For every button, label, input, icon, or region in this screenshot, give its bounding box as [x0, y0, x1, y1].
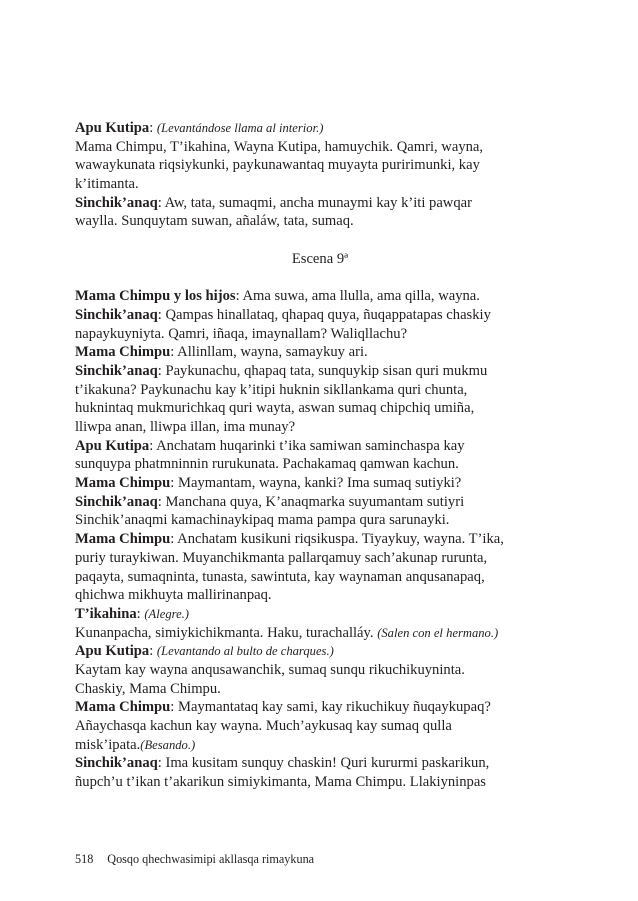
text-line [75, 325, 565, 344]
stage-direction: (Salen con el hermano.) [377, 625, 499, 640]
text-line [75, 680, 565, 699]
stage-direction: (Besando.) [140, 737, 196, 752]
text-line [75, 156, 565, 175]
speaker-name: Mama Chimpu [75, 344, 171, 361]
text-line [75, 568, 565, 587]
text-line [75, 493, 565, 512]
dialogue-text: k’itimanta. [75, 176, 139, 193]
running-title: Qosqo qhechwasimipi akllasqa rimaykuna [107, 852, 315, 866]
text-line [75, 474, 565, 493]
speaker-name: Apu Kutipa [75, 437, 150, 454]
speaker-name: Mama Chimpu [75, 699, 171, 716]
page-footer [75, 852, 314, 867]
dialogue-text: Kaytam kay wayna anqusawanchik, sumaq sunqu rikuchikuyninta. [75, 661, 465, 678]
stage-direction: (Levantándose llama al interior.) [156, 121, 324, 135]
speaker-name: Sinchik’anaq [75, 194, 158, 211]
text-line [75, 343, 565, 362]
text-line [75, 306, 565, 325]
dialogue-text: huknintaq mukmurichkaq quri wayta, aswan sumaq chipchiq umiña, [75, 400, 475, 417]
text-line [75, 362, 565, 381]
dialogue-text: : Allinllam, wayna, samaykuy ari. [170, 344, 368, 361]
dialogue-text: : [149, 643, 157, 660]
text-line [75, 175, 565, 194]
text-line [75, 624, 565, 643]
text-line [75, 586, 565, 605]
text-line [75, 119, 565, 138]
text-line [75, 773, 565, 792]
text-line [75, 287, 565, 306]
dialogue-text: ñupch’u t’ikan t’akarikun simiykimanta, Mama Chimpu. Llakiyninpas [75, 774, 486, 791]
speaker-name: Apu Kutipa [75, 120, 150, 136]
dialogue-text: wawaykunata riqsiykunki, paykunawantaq muyayta puririmunki, kay [75, 157, 480, 174]
dialogue-text: Añaychasqa kachun kay wayna. Much’aykusaq kay sumaq qulla [75, 718, 452, 734]
speaker-name: T’ikahina [75, 605, 137, 622]
text-line [75, 549, 565, 568]
text-line [75, 605, 565, 624]
text-line [75, 381, 565, 400]
speaker-name: Sinchik’anaq [75, 306, 158, 323]
dialogue-text: Kunanpacha, simiykichikmanta. Haku, turachalláy. [75, 624, 378, 641]
text-line [75, 698, 565, 717]
dialogue-text: : Qampas hinallataq, qhapaq quya, ñuqappatapas chaskiy [157, 306, 491, 323]
speaker-name: Mama Chimpu y los hijos [75, 288, 236, 305]
text-line [75, 138, 565, 157]
dialogue-text: waylla. Sunquytam suwan, añaláw, tata, sumaq. [75, 213, 354, 230]
text-line [75, 717, 565, 736]
dialogue-text: lliwpa anan, lliwpa illan, ima munay? [75, 419, 296, 435]
speaker-name: Sinchik’anaq [75, 362, 158, 379]
dialogue-text: : Anchatam huqarinki t’ika samiwan saminchaspa kay [149, 437, 465, 454]
blank-line [75, 269, 565, 288]
text-line [75, 511, 565, 530]
scene-heading: Escena 9ª [291, 250, 349, 267]
text-line [75, 455, 565, 474]
dialogue-text: Mama Chimpu, T’ikahina, Wayna Kutipa, hamuychik. Qamri, wayna, [75, 138, 484, 155]
speaker-name: Mama Chimpu [75, 475, 171, 492]
dialogue-text: : Ima kusitam sunquy chaskin! Quri kururmi paskarikun, [157, 755, 490, 772]
dialogue-text: puriy turaykiwan. Muyanchikmanta pallarqamuy sach’akunap rurunta, [75, 549, 488, 566]
text-body [75, 119, 565, 792]
text-line [75, 437, 565, 456]
page-number: 518 [75, 852, 94, 866]
speaker-name: Sinchik’anaq [75, 493, 158, 510]
dialogue-text: : Anchatam kusikuni riqsikuspa. Tiyaykuy, wayna. T’ika, [170, 531, 504, 548]
dialogue-text: : Ama suwa, ama llulla, ama qilla, wayna. [235, 288, 480, 305]
text-line [75, 418, 565, 437]
dialogue-text: : Maymantam, wayna, kanki? Ima sumaq sutiyki? [170, 475, 462, 492]
blank-line [75, 231, 565, 250]
text-line [75, 212, 565, 231]
dialogue-text: misk’ipata. [75, 736, 141, 753]
dialogue-text: qhichwa mikhuyta mallirinanpaq. [75, 587, 272, 604]
dialogue-text: napaykuyniyta. Qamri, iñaqa, imaynallam? Waliqllachu? [75, 325, 408, 342]
dialogue-text: sunquypa phatmninnin rurukunata. Pachakamaq qamwan kachun. [75, 456, 459, 473]
dialogue-text: : [149, 120, 157, 136]
text-line [75, 661, 565, 680]
speaker-name: Mama Chimpu [75, 531, 171, 548]
dialogue-text: : Maymantataq kay sami, kay rikuchikuy ñuqaykupaq? [170, 699, 491, 716]
text-line [75, 736, 565, 755]
text-line [75, 530, 565, 549]
dialogue-text: t’ikakuna? Paykunachu kay k’itipi huknin sikllankama quri chunta, [75, 381, 468, 398]
stage-direction: (Alegre.) [144, 606, 189, 621]
text-line [75, 754, 565, 773]
dialogue-text: : [136, 605, 145, 622]
dialogue-text: Chaskiy, Mama Chimpu. [75, 680, 221, 697]
dialogue-text: paqayta, sumaqninta, tunasta, sawintuta, kay waynaman anqusanapaq, [75, 568, 485, 585]
dialogue-text: : Paykunachu, qhapaq tata, sunquykip sisan quri mukmu [157, 362, 488, 379]
speaker-name: Sinchik’anaq [75, 755, 158, 772]
text-line [75, 642, 565, 661]
text-line [75, 399, 565, 418]
speaker-name: Apu Kutipa [75, 643, 150, 660]
dialogue-text: : Aw, tata, sumaqmi, ancha munaymi kay k’iti pawqar [157, 194, 472, 211]
stage-direction: (Levantando al bulto de charques.) [156, 644, 334, 659]
dialogue-text: : Manchana quya, K’anaqmarka suyumantam sutiyri [157, 493, 465, 510]
dialogue-text: Sinchik’anaqmi kamachinaykipaq mama pampa qura sarunayki. [75, 512, 450, 529]
text-line [75, 194, 565, 213]
